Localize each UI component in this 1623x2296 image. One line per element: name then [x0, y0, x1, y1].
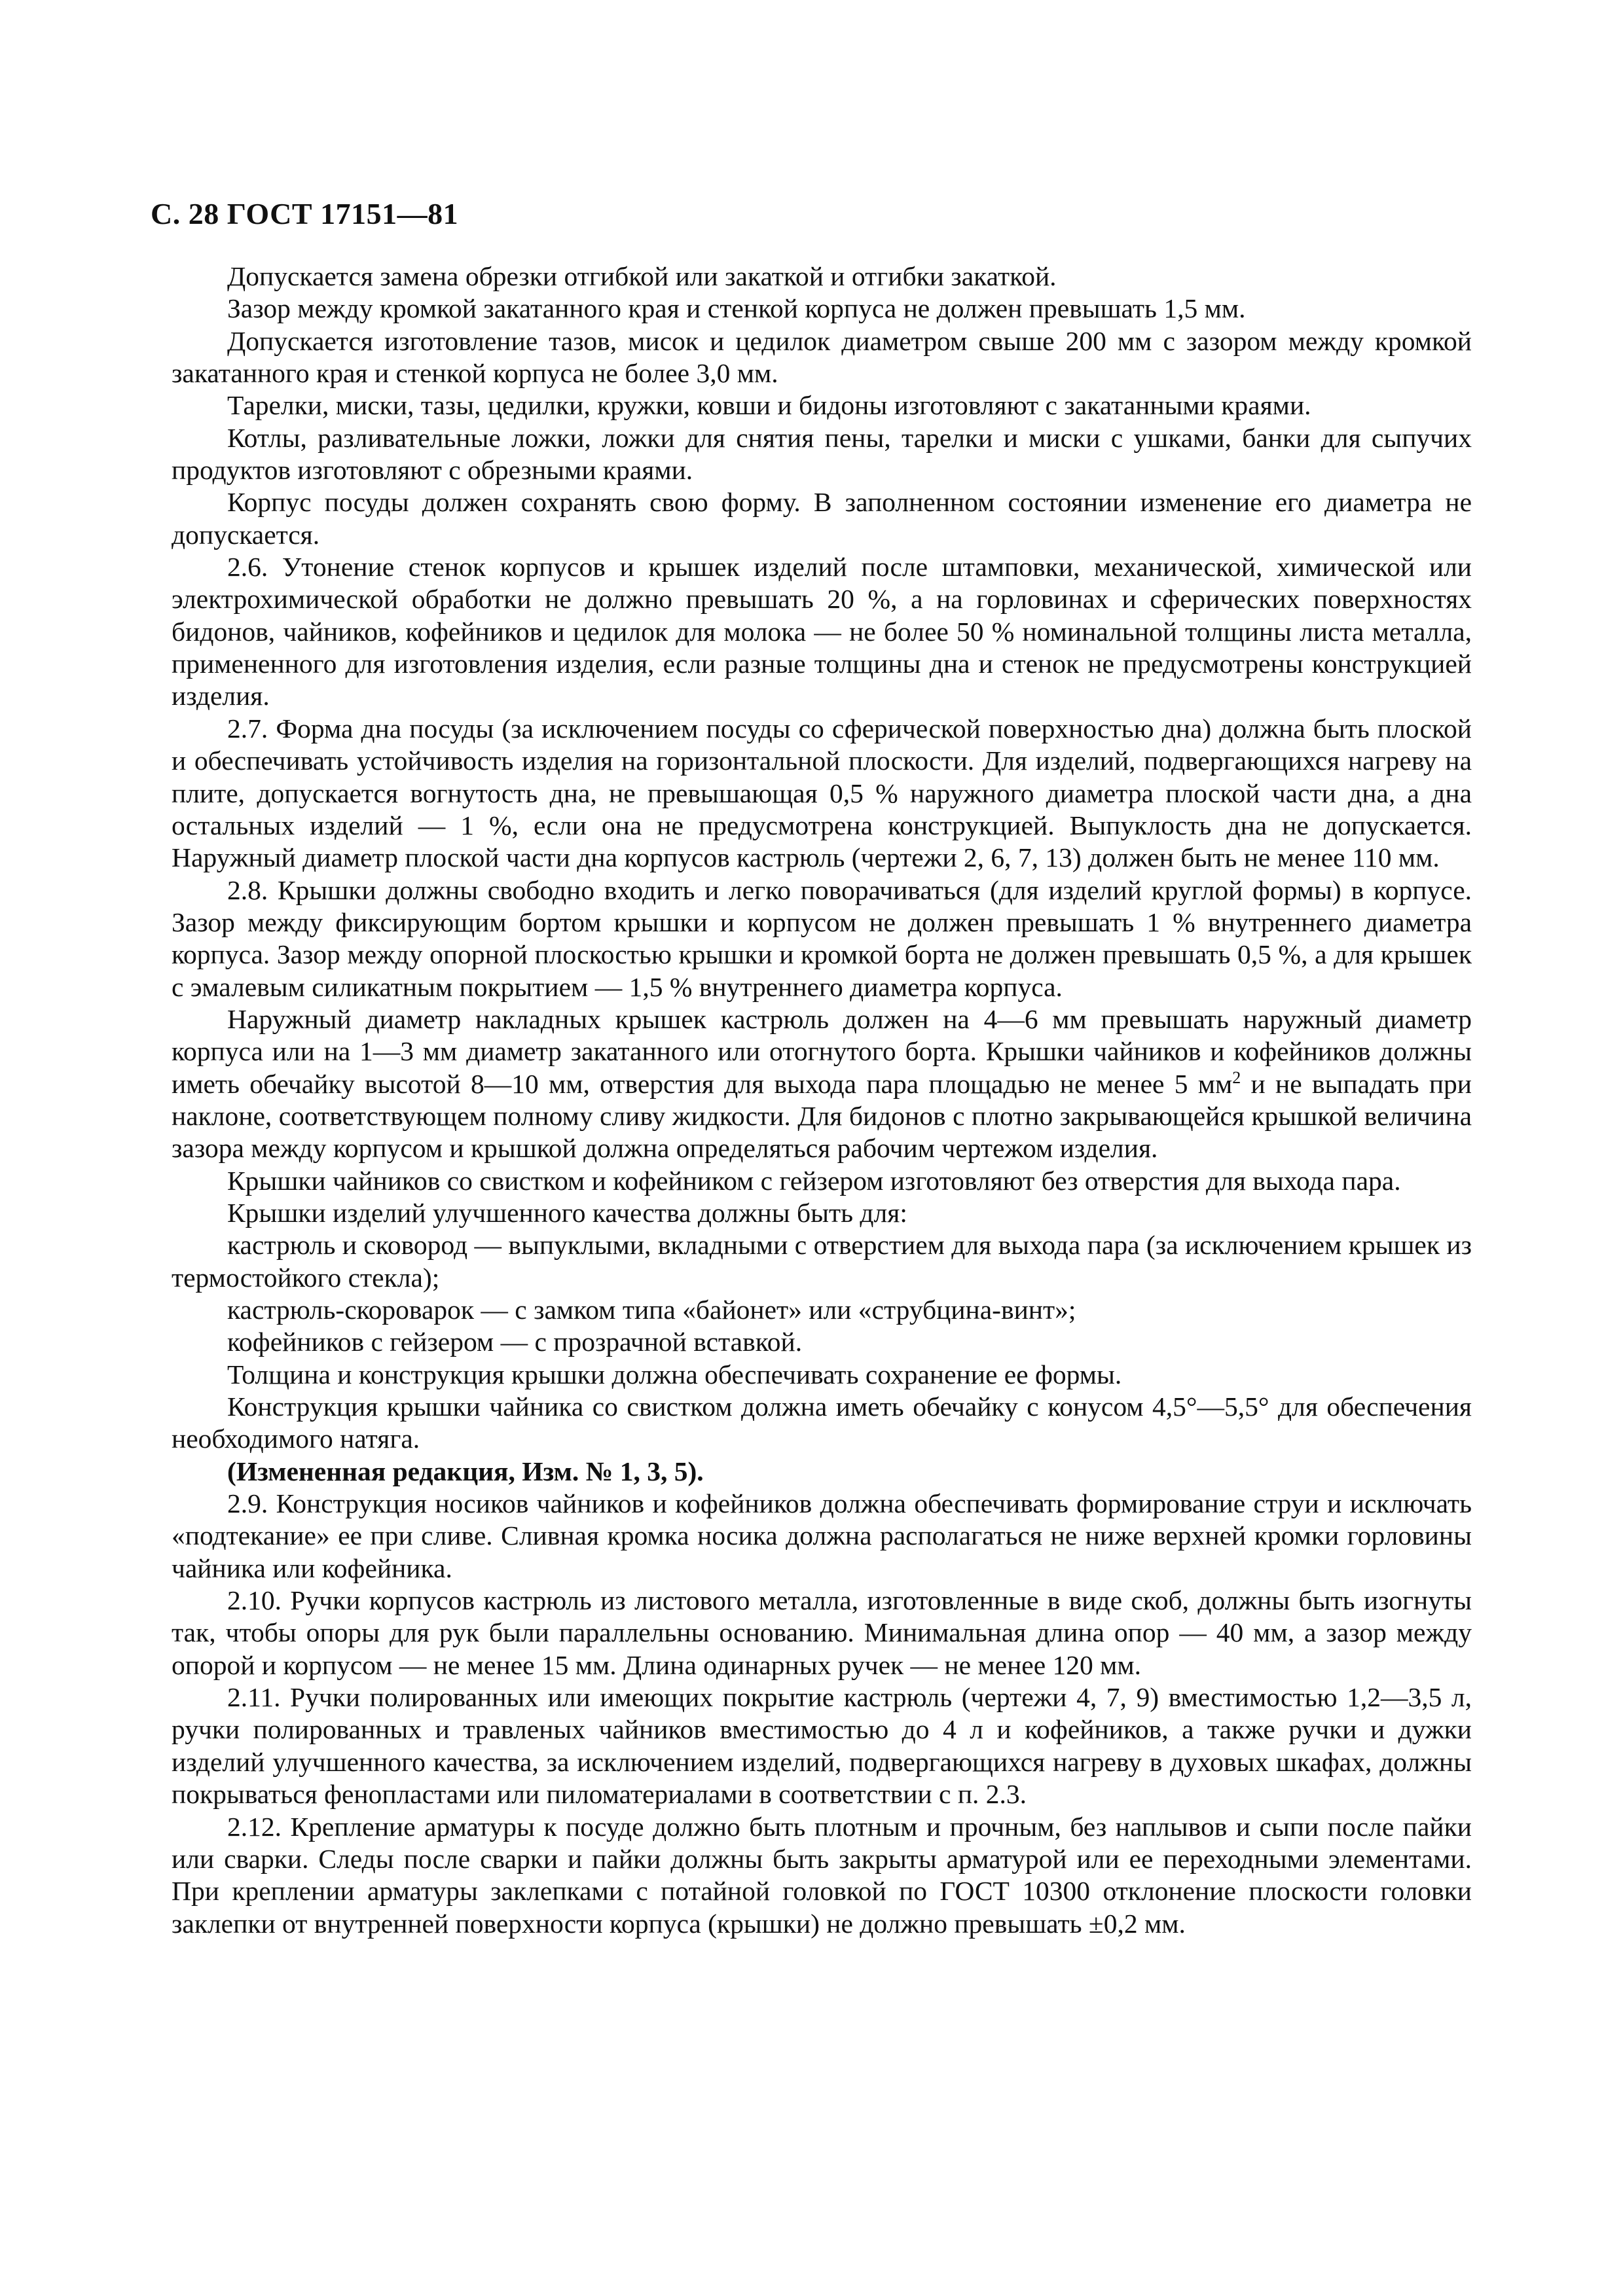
paragraph-body-shape: Корпус посуды должен сохранять свою форму. В заполненном состоянии изменение его диаметра не допускается. — [172, 487, 1472, 550]
superscript-2: 2 — [1232, 1067, 1241, 1087]
clause-2-6: 2.6. Утонение стенок корпусов и крышек изделий после штамповки, механической, химической или электрохимической обработки не должно превышать 20 %, а на горловинах и сферических поверхностях бидонов, чайников, кофейников и цедилок для молока — не более 50 % номинальной толщины листа металла, примененного для изготовления изделия, если разные толщины дна и стенок не предусмотрены конструкцией изделия. — [172, 552, 1472, 711]
clause-2-12: 2.12. Крепление арматуры к посуде должно быть плотным и прочным, без наплывов и сыпи после пайки или сварки. Следы после сварки и пайки должны быть закрыты арматурой или ее переходными элементами. При креплении арматуры заклепками с потайной головкой по ГОСТ 10300 отклонение плоскости головки заклепки от внутренней поверхности корпуса (крышки) не должно превышать ±0,2 мм. — [172, 1811, 1472, 1939]
clause-2-9: 2.9. Конструкция носиков чайников и кофейников должна обеспечивать формирование струи и исключать «подтекание» ее при сливе. Сливная кромка носика должна располагаться не ниже верхней кромки горловины чайника или кофейника. — [172, 1488, 1472, 1583]
paragraph-cut-edges: Котлы, разливательные ложки, ложки для снятия пены, тарелки и миски с ушками, банки для сыпучих продуктов изготовляют с обрезными краями. — [172, 422, 1472, 486]
paragraph-lid-diameter — [172, 1003, 1472, 1165]
clause-2-10: 2.10. Ручки корпусов кастрюль из листового металла, изготовленные в виде скоб, должны быть изогнуты так, чтобы опоры для рук были параллельны основанию. Минимальная длина опор — 40 мм, а зазор между опорой и корпусом — не менее 15 мм. Длина одинарных ручек — не менее 120 мм. — [172, 1585, 1472, 1680]
paragraph-improved-lids: Крышки изделий улучшенного качества должны быть для: — [227, 1197, 907, 1228]
page-header: С. 28 ГОСТ 17151—81 — [151, 197, 459, 230]
paragraph-basins-gap: Допускается изготовление тазов, мисок и цедилок диаметром свыше 200 мм с зазором между кромкой закатанного края и стенкой корпуса не более 3,0 мм. — [172, 325, 1472, 389]
paragraph-trim-replacement: Допускается замена обрезки отгибкой или закаткой и отгибки закаткой. — [227, 261, 1057, 291]
paragraph-pressure-cooker-lids: кастрюль-скороварок — с замком типа «байонет» или «струбцина-винт»; — [227, 1295, 1076, 1325]
document-body — [172, 260, 1472, 1940]
clause-2-8: 2.8. Крышки должны свободно входить и легко поворачиваться (для изделий круглой формы) в корпусе. Зазор между фиксирующим бортом крышки и корпусом не должен превышать 1 % внутреннего диаметра корпуса. Зазор между опорной плоскостью крышки и кромкой борта не должен превышать 0,5 %, а для крышек с эмалевым силикатным покрытием — 1,5 % внутреннего диаметра корпуса. — [172, 874, 1472, 1002]
clause-2-7: 2.7. Форма дна посуды (за исключением посуды со сферической поверхностью дна) должна быть плоской и обеспечивать устойчивость изделия на горизонтальной плоскости. Для изделий, подвергающихся нагреву на плите, допускается вогнутость дна, не превышающая 0,5 % наружного диаметра плоской части дна, а дна остальных изделий — 1 %, если она не предусмотрена конструкцией. Выпуклость дна не допускается. Наружный диаметр плоской части дна корпусов кастрюль (чертежи 2, 6, 7, 13) должен быть не менее 110 мм. — [172, 713, 1472, 873]
paragraph-whistle-lid-cone: Конструкция крышки чайника со свистком должна иметь обечайку с конусом 4,5°—5,5° для обеспечения необходимого натяга. — [172, 1391, 1472, 1454]
paragraph-rolled-edges: Тарелки, миски, тазы, цедилки, кружки, ковши и бидоны изготовляют с закатанными краями. — [227, 390, 1311, 421]
paragraph-lid-thickness: Толщина и конструкция крышки должна обеспечивать сохранение ее формы. — [227, 1359, 1122, 1390]
paragraph-whistle-lids: Крышки чайников со свистком и кофейником с гейзером изготовляют без отверстия для выхода пара. — [227, 1165, 1401, 1196]
lid-text-after: и не выпадать при наклоне, соответствующем полному сливу жидкости. Для бидонов с плотно закрывающейся крышкой величина зазора между корпусом и крышкой должна определяться рабочим чертежом изделия. — [172, 1068, 1472, 1164]
paragraph-geyser-lids: кофейников с гейзером — с прозрачной вставкой. — [227, 1327, 803, 1357]
paragraph-rolled-edge-gap: Зазор между кромкой закатанного края и стенкой корпуса не должен превышать 1,5 мм. — [227, 293, 1246, 324]
paragraph-pots-pans-lids: кастрюль и сковород — выпуклыми, вкладными с отверстием для выхода пара (за исключением крышек из термостойкого стекла); — [172, 1230, 1472, 1293]
amendment-note: (Измененная редакция, Изм. № 1, 3, 5). — [227, 1456, 704, 1486]
clause-2-11: 2.11. Ручки полированных или имеющих покрытие кастрюль (чертежи 4, 7, 9) вместимостью 1,2—3,5 л, ручки полированных и травленых чайников вместимостью до 4 л и кофейников, а также ручки и дужки изделий улучшенного качества, за исключением изделий, подвергающихся нагреву в духовых шкафах, должны покрываться фенопластами или пиломатериалами в соответствии с п. 2.3. — [172, 1682, 1472, 1810]
lid-text-before: Наружный диаметр накладных крышек кастрюль должен на 4—6 мм превышать наружный диаметр корпуса или на 1—3 мм диаметр закатанного или отогнутого борта. Крышки чайников и кофейников должны иметь обечайку высотой 8—10 мм, отверстия для выхода пара площадью не менее 5 мм — [172, 1003, 1472, 1099]
